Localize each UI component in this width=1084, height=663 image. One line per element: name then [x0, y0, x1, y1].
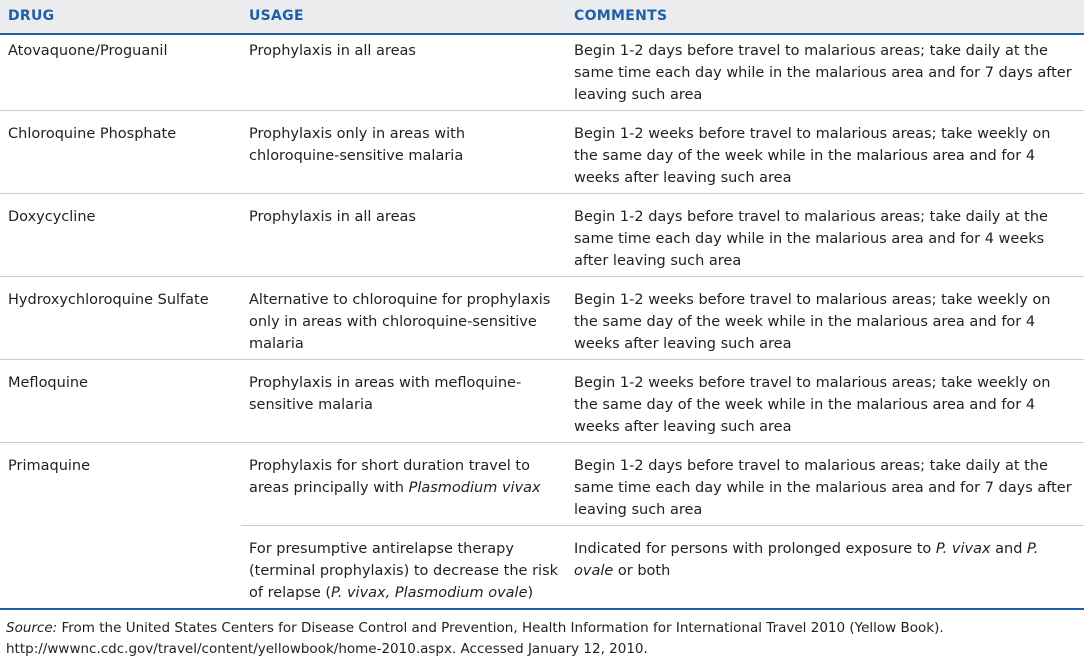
row-1-drug: Atovaquone/Proguanil: [8, 43, 168, 59]
table-bottom-rule: [0, 608, 1084, 610]
row-2-usage: Prophylaxis only in areas with chloroquine-sensitive malaria: [249, 126, 466, 164]
row-5-usage: Prophylaxis in areas with mefloquine-sensitive malaria: [249, 375, 522, 413]
row-3-drug: Doxycycline: [8, 209, 96, 225]
row-6b-comments-italic-1: P. vivax: [935, 541, 991, 557]
row-6b-usage: [249, 538, 559, 604]
row-6b-comments-text: Indicated for persons with prolonged exposure to: [574, 541, 936, 557]
row-4-comments: Begin 1-2 weeks before travel to malarious areas; take weekly on the same day of the week while in the malarious area and for 4 weeks after leaving such area: [574, 292, 1051, 352]
header-comments: COMMENTS: [574, 8, 668, 24]
row-6a-usage-text: Prophylaxis for short duration travel to areas principally with: [249, 458, 530, 496]
row-divider: [0, 442, 1084, 443]
row-6b-comments: [574, 538, 1074, 582]
header-rule: [0, 33, 1084, 35]
row-3-usage: Prophylaxis in all areas: [249, 209, 416, 225]
source-url: http://wwwnc.cdc.gov/travel/content/yellowbook/home-2010.aspx. Accessed January 12, 2010.: [6, 641, 648, 657]
source-label: Source:: [6, 620, 58, 636]
row-4-usage: Alternative to chloroquine for prophylaxis only in areas with chloroquine-sensitive malaria: [249, 292, 551, 352]
table-header: [0, 0, 1084, 33]
row-2-comments: Begin 1-2 weeks before travel to malarious areas; take weekly on the same day of the week while in the malarious area and for 4 weeks after leaving such area: [574, 126, 1051, 186]
header-drug: DRUG: [8, 8, 55, 24]
row-6b-usage-italic: P. vivax, Plasmodium ovale: [331, 585, 528, 601]
row-2-drug: Chloroquine Phosphate: [8, 126, 177, 142]
row-1-comments: Begin 1-2 days before travel to malarious areas; take daily at the same time each day while in the malarious area and for 7 days after leaving such area: [574, 43, 1072, 103]
row-divider: [0, 359, 1084, 360]
row-4-drug: Hydroxychloroquine Sulfate: [8, 292, 209, 308]
row-divider: [0, 193, 1084, 194]
header-usage: USAGE: [249, 8, 304, 24]
sub-row-divider: [241, 525, 1084, 526]
row-divider: [0, 276, 1084, 277]
row-6-drug: Primaquine: [8, 458, 91, 474]
row-6b-usage-text: For presumptive antirelapse therapy (terminal prophylaxis) to decrease the risk of relapse (: [249, 541, 559, 601]
row-6b-comments-end: or both: [613, 563, 671, 579]
source-footnote: [6, 618, 1076, 660]
row-3-comments: Begin 1-2 days before travel to malarious areas; take daily at the same time each day while in the malarious area and for 4 weeks after leaving such area: [574, 209, 1048, 269]
row-6a-comments: Begin 1-2 days before travel to malarious areas; take daily at the same time each day while in the malarious area and for 7 days after leaving such area: [574, 458, 1072, 518]
row-6a-usage: [249, 455, 559, 499]
row-5-drug: Mefloquine: [8, 375, 88, 391]
source-text: From the United States Centers for Disease Control and Prevention, Health Information for International Travel 2010 (Yellow Book).: [57, 620, 944, 636]
row-6b-usage-end: ): [527, 585, 534, 601]
row-6b-comments-mid: and: [990, 541, 1028, 557]
row-5-comments: Begin 1-2 weeks before travel to malarious areas; take weekly on the same day of the week while in the malarious area and for 4 weeks after leaving such area: [574, 375, 1051, 435]
row-6a-usage-italic: Plasmodium vivax: [408, 480, 541, 496]
row-1-usage: Prophylaxis in all areas: [249, 43, 416, 59]
row-6b-comments-italic-2: P. ovale: [574, 541, 1039, 579]
row-divider: [0, 110, 1084, 111]
